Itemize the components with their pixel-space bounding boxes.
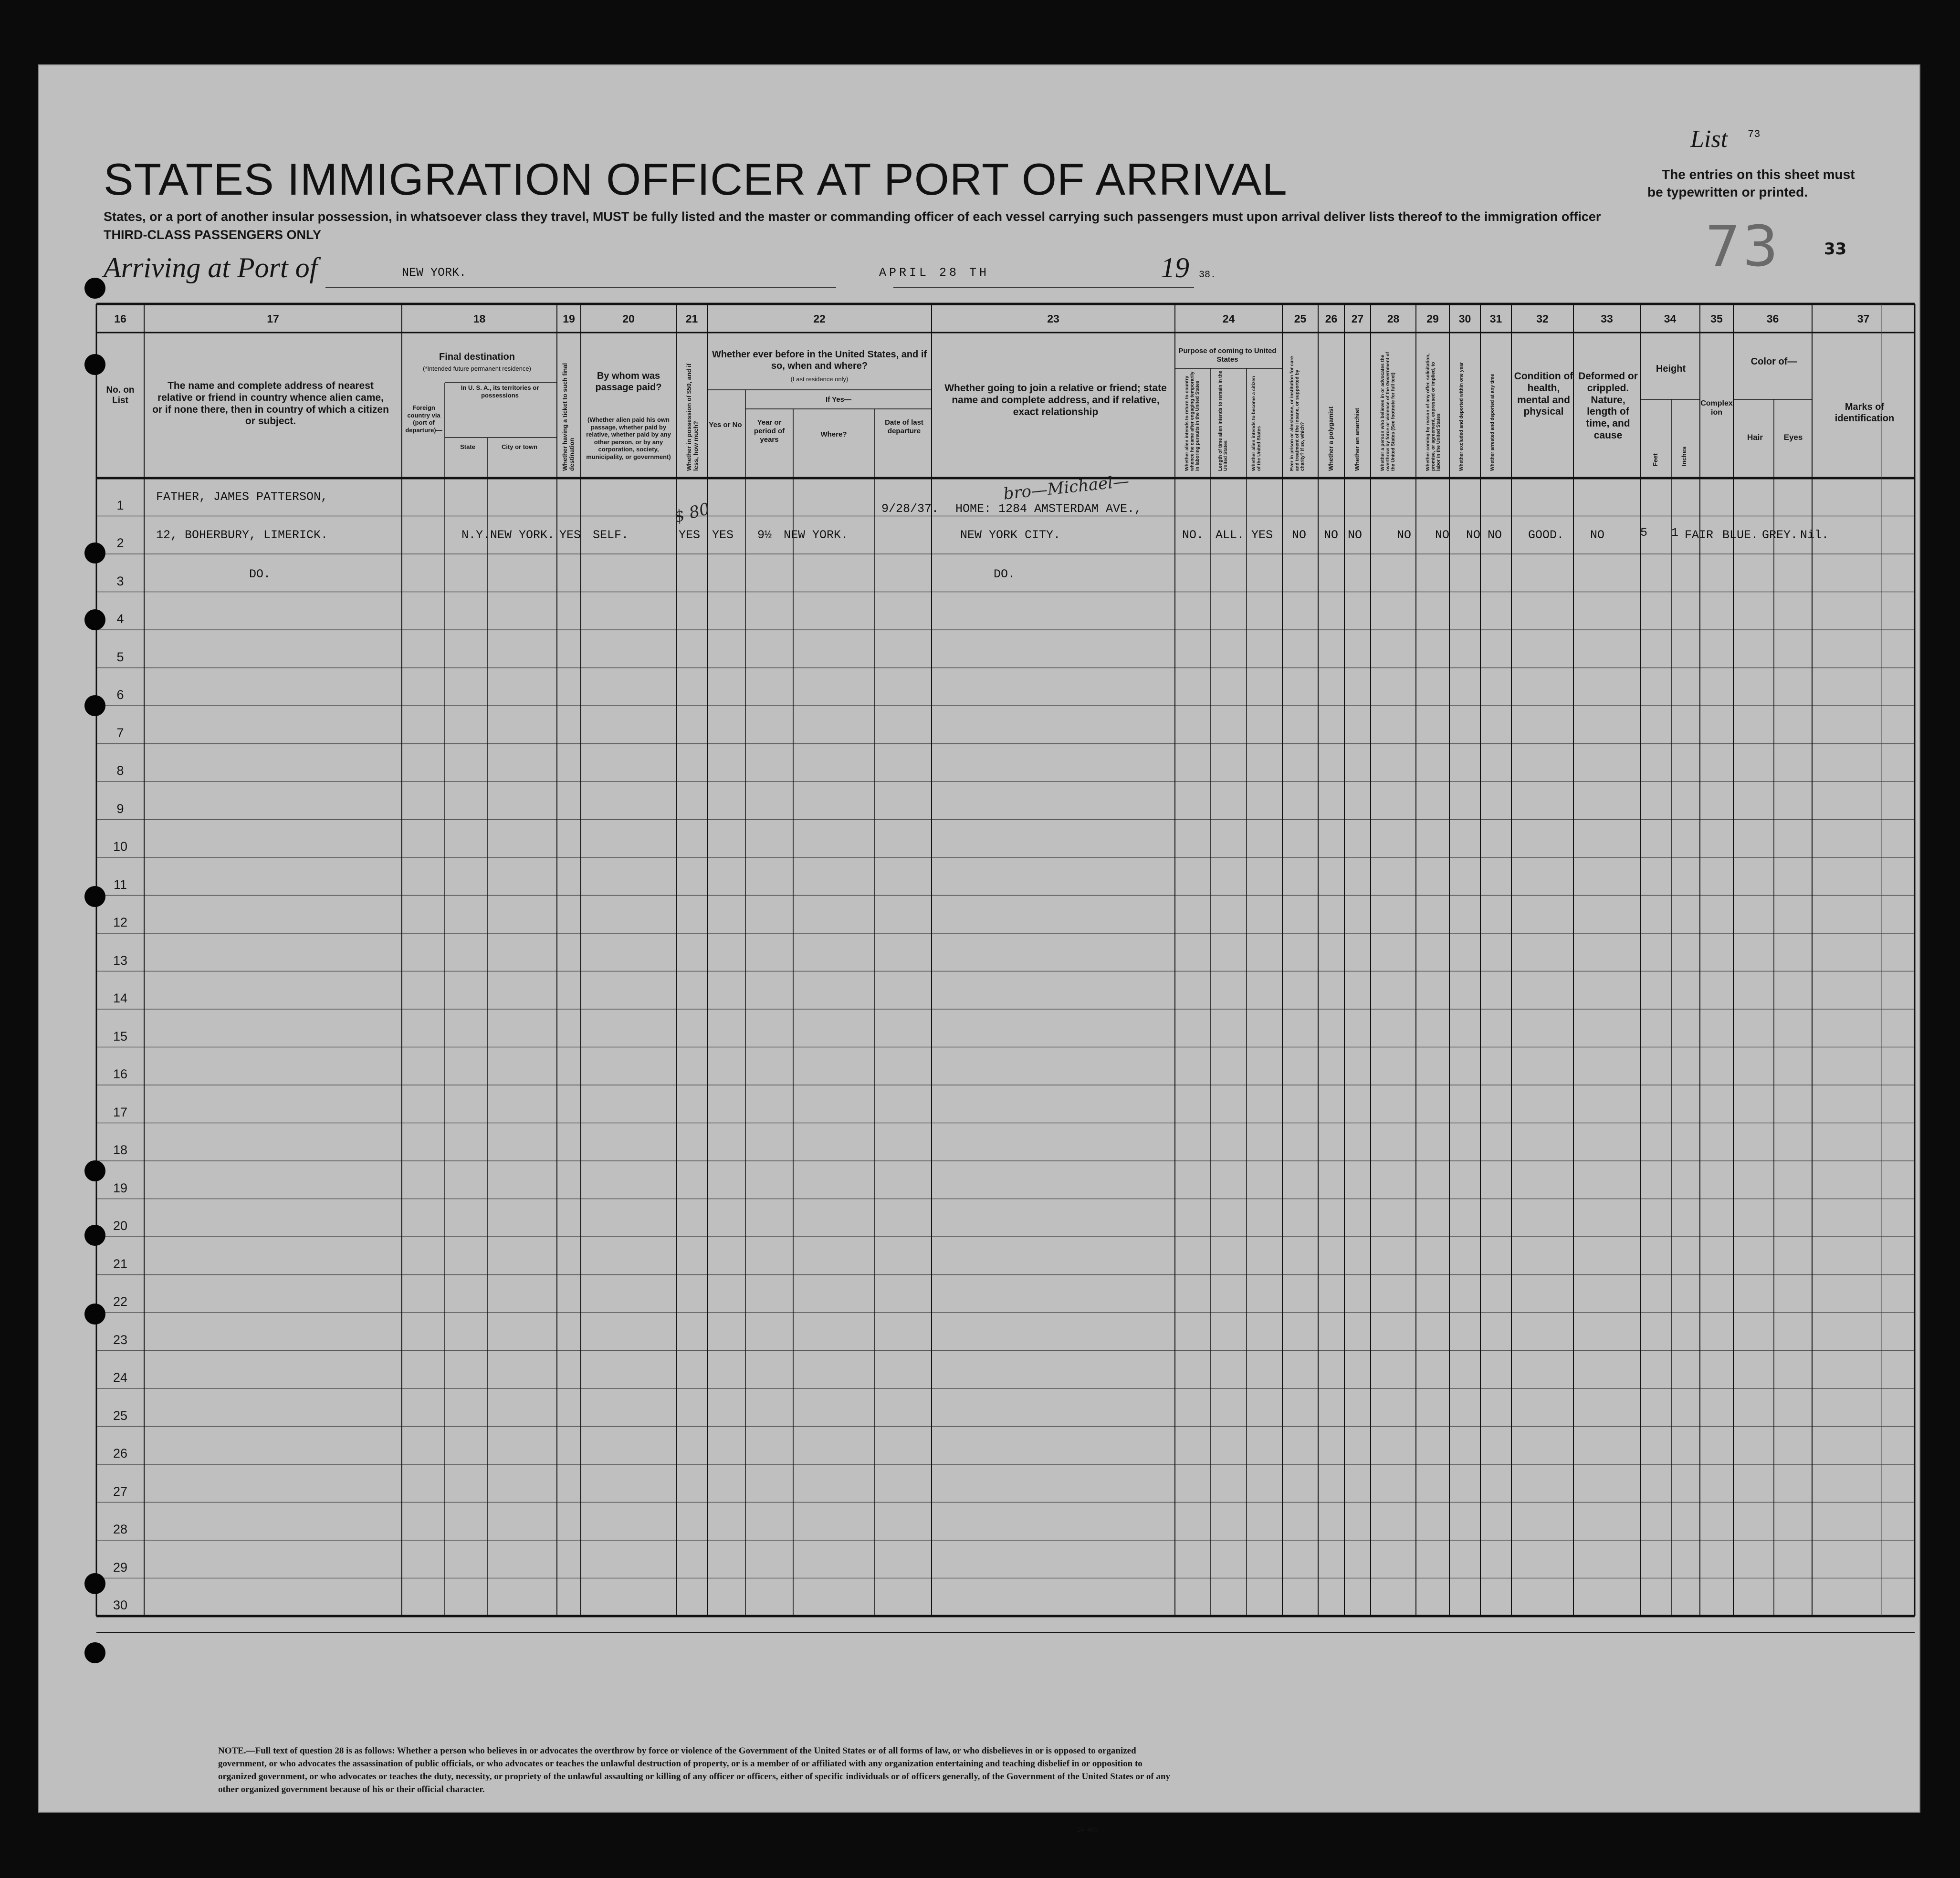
row-number: 30 xyxy=(113,1598,128,1612)
punch-hole xyxy=(84,1160,105,1181)
column-number: 32 xyxy=(1536,313,1549,325)
column-number: 27 xyxy=(1351,313,1364,325)
row1-relative-line2: 12, BOHERBURY, LIMERICK. xyxy=(156,528,328,542)
typewritten-note-1: The entries on this sheet must xyxy=(1662,167,1855,182)
row-number: 26 xyxy=(113,1446,128,1461)
row1-length: ALL. xyxy=(1216,528,1245,542)
stamp-number: 73 xyxy=(1705,213,1781,279)
row1-health: GOOD. xyxy=(1528,528,1564,542)
row-number: 29 xyxy=(113,1560,128,1575)
header-q31: Whether arrested and deported at any time xyxy=(1490,374,1495,471)
row-number: 3 xyxy=(116,574,124,588)
row1-polygamist: NO xyxy=(1324,528,1339,542)
column-number: 35 xyxy=(1710,313,1723,325)
row-number: 17 xyxy=(113,1105,128,1119)
column-number: 19 xyxy=(563,313,575,325)
column-number: 33 xyxy=(1601,313,1613,325)
row1-eyes: GREY. xyxy=(1762,528,1798,542)
punch-hole xyxy=(84,1642,105,1663)
row1-city: NEW YORK. xyxy=(490,528,555,542)
column-number: 20 xyxy=(622,313,635,325)
header-instruction: States, or a port of another insular possession, in whatsoever class they travel, MUST be fully listed and the master or commanding officer of each vessel carrying such passengers must upon arrival deliver lists thereof to the immigration officer xyxy=(104,209,1601,224)
row-number: 27 xyxy=(113,1484,128,1499)
header-ticket: Whether having a ticket to such final destination xyxy=(561,363,576,471)
typewritten-note-2: be typewritten or printed. xyxy=(1647,185,1808,199)
row-number: 24 xyxy=(113,1370,128,1385)
column-number: 26 xyxy=(1325,313,1338,325)
row-number: 8 xyxy=(116,763,124,778)
column-number: 28 xyxy=(1387,313,1400,325)
row1-q29: NO xyxy=(1435,528,1450,542)
row-number: 6 xyxy=(116,688,124,702)
column-number: 25 xyxy=(1294,313,1307,325)
header-anarchist: Whether an anarchist xyxy=(1353,407,1361,471)
row1-marks: Nil. xyxy=(1800,528,1829,542)
row1-relative-line1: FATHER, JAMES PATTERSON, xyxy=(156,490,328,504)
row-number: 10 xyxy=(113,839,128,854)
column-number: 17 xyxy=(267,313,279,325)
row1-citizen: YES xyxy=(1251,528,1273,542)
header-purpose-b: Length of time alien intends to remain in the United States xyxy=(1218,370,1228,471)
column-number: 24 xyxy=(1222,313,1235,325)
row1-where: NEW YORK. xyxy=(784,528,849,542)
header-q30: Whether excluded and deported within one year xyxy=(1459,362,1464,471)
row1-deformed: NO xyxy=(1590,528,1605,542)
row1-join-line2: NEW YORK CITY. xyxy=(960,528,1061,542)
header-eyes: Eyes xyxy=(1783,433,1803,442)
row-number: 9 xyxy=(116,801,124,816)
row1-return: NO. xyxy=(1182,528,1204,542)
form-number: 14–490 xyxy=(1077,1826,1098,1833)
row1-state: N.Y. xyxy=(461,528,491,542)
column-number: 37 xyxy=(1857,313,1870,325)
header-last-residence: (Last residence only) xyxy=(790,376,849,383)
header-if-yes: If Yes— xyxy=(826,396,851,404)
row-number: 14 xyxy=(113,991,128,1005)
row1-paid-by: SELF. xyxy=(593,528,629,542)
header-prison: Ever in prison or almshouse, or institution for care and treatment of the insane, or supported by charity? If so, which? xyxy=(1289,356,1305,471)
header-last-departure: Date of last departure xyxy=(885,418,923,435)
column-number: 30 xyxy=(1458,313,1471,325)
arriving-label: Arriving at Port of xyxy=(104,252,318,283)
list-label: List xyxy=(1690,125,1728,153)
row1-hair: BLUE. xyxy=(1722,528,1759,542)
header-year-period: Year or period of years xyxy=(754,418,785,444)
row-number: 4 xyxy=(116,612,124,626)
handwritten-money-amount: $ 80 xyxy=(672,499,712,527)
header-hair: Hair xyxy=(1747,433,1763,442)
row1-years: 9½ xyxy=(757,528,772,542)
row-number: 20 xyxy=(113,1219,128,1233)
header-height: Height xyxy=(1656,364,1686,374)
row-number: 28 xyxy=(113,1522,128,1536)
row1-departure: 9/28/37. xyxy=(881,502,939,516)
row1-feet: 5 xyxy=(1640,526,1648,540)
row-number: 23 xyxy=(113,1332,128,1347)
row1-before: YES xyxy=(712,528,734,542)
header-going-to-join: Whether going to join a relative or friend; state name and complete address, and if relative, exact relationship xyxy=(944,383,1167,417)
header-in-usa: In U. S. A., its territories or possessions xyxy=(461,384,539,399)
punch-hole xyxy=(84,543,105,563)
column-number: 16 xyxy=(114,313,126,325)
row-number: 5 xyxy=(116,649,124,664)
row1-q30: NO xyxy=(1466,528,1481,542)
header-feet: Feet xyxy=(1652,453,1659,466)
punch-hole xyxy=(84,609,105,630)
header-final-destination-sub: (*Intended future permanent residence) xyxy=(423,365,531,372)
row-number: 7 xyxy=(116,725,124,740)
header-foreign-country: Foreign country via (port of departure)— xyxy=(405,404,442,434)
row1-inches: 1 xyxy=(1671,526,1679,540)
row-number: 16 xyxy=(113,1067,128,1081)
column-number: 31 xyxy=(1489,313,1502,325)
manifest-sheet xyxy=(38,64,1920,1833)
header-purpose: Purpose of coming to United States xyxy=(1178,347,1277,364)
question-28-footnote: NOTE.—Full text of question 28 is as follows: Whether a person who believes in or advocates the overthrow by force or violence of the Government of the United States or of all forms of law, or who disbelieves in or is opposed to organized government, or who advocates the assassination of public officials, or who advocates or teaches the unlawful destruction of property, or is a member of or affiliated with any organization entertaining and teaching disbelief in or opposition to organized government, or who advocates or teaches the duty, necessity, or propriety of the unlawful assaulting or killing of any officer or officers, either of specific individuals or of officers generally, of the Government of the United States or of any other organized government because of his or their official character. xyxy=(218,1746,1170,1795)
row-number: 13 xyxy=(113,953,128,968)
form-grid xyxy=(39,65,1919,1812)
punch-hole xyxy=(84,1573,105,1594)
header-no-on-list: No. on List xyxy=(106,385,135,406)
row-number: 1 xyxy=(116,498,124,512)
row2-join: DO. xyxy=(994,567,1016,581)
row-number: 2 xyxy=(116,536,124,550)
punch-hole xyxy=(84,278,105,299)
header-nearest-relative: The name and complete address of nearest relative or friend in country whence alien came, or if none there, then in country of which a citizen or subject. xyxy=(152,380,389,427)
header-passage-paid-sub: (Whether alien paid his own passage, whether paid by relative, whether paid by any other person, or by any corporation, society, municipality, or government) xyxy=(586,416,671,460)
column-number: 21 xyxy=(685,313,698,325)
header-deformed: Deformed or crippled. Nature, length of time, and cause xyxy=(1578,371,1638,441)
row1-prison: NO xyxy=(1292,528,1307,542)
punch-hole xyxy=(84,354,105,375)
arrival-date: APRIL 28 TH xyxy=(879,266,990,280)
column-number: 22 xyxy=(813,313,826,325)
corner-number: 33 xyxy=(1824,240,1847,259)
header-final-destination: Final destination xyxy=(439,352,515,362)
row1-q31: NO xyxy=(1488,528,1502,542)
header-city: City or town xyxy=(501,443,538,450)
handwritten-brother-note: bro—Michael— xyxy=(1002,471,1130,504)
header-yes-or-no: Yes or No xyxy=(709,421,742,429)
list-number: 73 xyxy=(1748,128,1761,140)
row-number: 22 xyxy=(113,1294,128,1309)
passenger-class: THIRD-CLASS PASSENGERS ONLY xyxy=(104,228,322,242)
header-marks: Marks of identification xyxy=(1834,402,1895,424)
header-passage-paid: By whom was passage paid? xyxy=(595,371,662,393)
header-q29: Whether coming by reason of any offer, solicitation, promise, or agreement, expressed or implied, to labor in the United States xyxy=(1425,353,1441,471)
year-suffix: 38. xyxy=(1199,270,1216,281)
row2-relative: DO. xyxy=(249,567,271,581)
header-where: Where? xyxy=(820,430,847,438)
header-possession-50: Whether in possession of $50, and if less, how much? xyxy=(685,363,700,471)
column-number: 23 xyxy=(1047,313,1059,325)
punch-hole xyxy=(84,695,105,716)
header-health: Condition of health, mental and physical xyxy=(1514,371,1573,417)
column-number: 29 xyxy=(1426,313,1439,325)
column-number: 18 xyxy=(473,313,486,325)
header-state: State xyxy=(460,443,475,450)
row1-ticket: YES xyxy=(559,528,581,542)
header-complexion: Complexion xyxy=(1700,399,1733,417)
header-purpose-a: Whether alien intends to return to country whence he came after engaging temporarily in laboring pursuits in the United States xyxy=(1184,371,1200,471)
header-purpose-c: Whether alien intends to become a citizen of the United States xyxy=(1251,376,1262,471)
row-number: 21 xyxy=(113,1256,128,1271)
column-number: 36 xyxy=(1766,313,1779,325)
row-number: 15 xyxy=(113,1029,128,1043)
page-title: STATES IMMIGRATION OFFICER AT PORT OF ARRIVAL xyxy=(104,154,1288,204)
punch-hole xyxy=(84,886,105,907)
header-color-of: Color of— xyxy=(1750,356,1797,367)
row-number: 25 xyxy=(113,1408,128,1423)
row-number: 19 xyxy=(113,1180,128,1195)
header-ever-before-in-us: Whether ever before in the United States, and if so, when and where? xyxy=(712,349,927,371)
punch-hole xyxy=(84,1225,105,1246)
arrival-port: NEW YORK. xyxy=(402,266,467,280)
row-number: 18 xyxy=(113,1143,128,1157)
column-number: 34 xyxy=(1664,313,1677,325)
row1-complexion: FAIR xyxy=(1685,528,1714,542)
header-q28: Whether a person who believes in or advocates the overthrow by force or violence of the Government of the United States (See footnote for full text) xyxy=(1380,352,1396,471)
row1-anarchist: NO xyxy=(1348,528,1363,542)
header-inches: Inches xyxy=(1680,446,1687,466)
row1-join-line1: HOME: 1284 AMSTERDAM AVE., xyxy=(955,502,1142,516)
row1-q28: NO xyxy=(1397,528,1412,542)
year-prefix: 19 xyxy=(1161,252,1189,283)
row-number: 11 xyxy=(113,877,127,892)
row-number: 12 xyxy=(113,915,128,929)
punch-hole xyxy=(84,1304,105,1325)
row1-money: YES xyxy=(679,528,701,542)
header-polygamist: Whether a polygamist xyxy=(1327,406,1334,471)
